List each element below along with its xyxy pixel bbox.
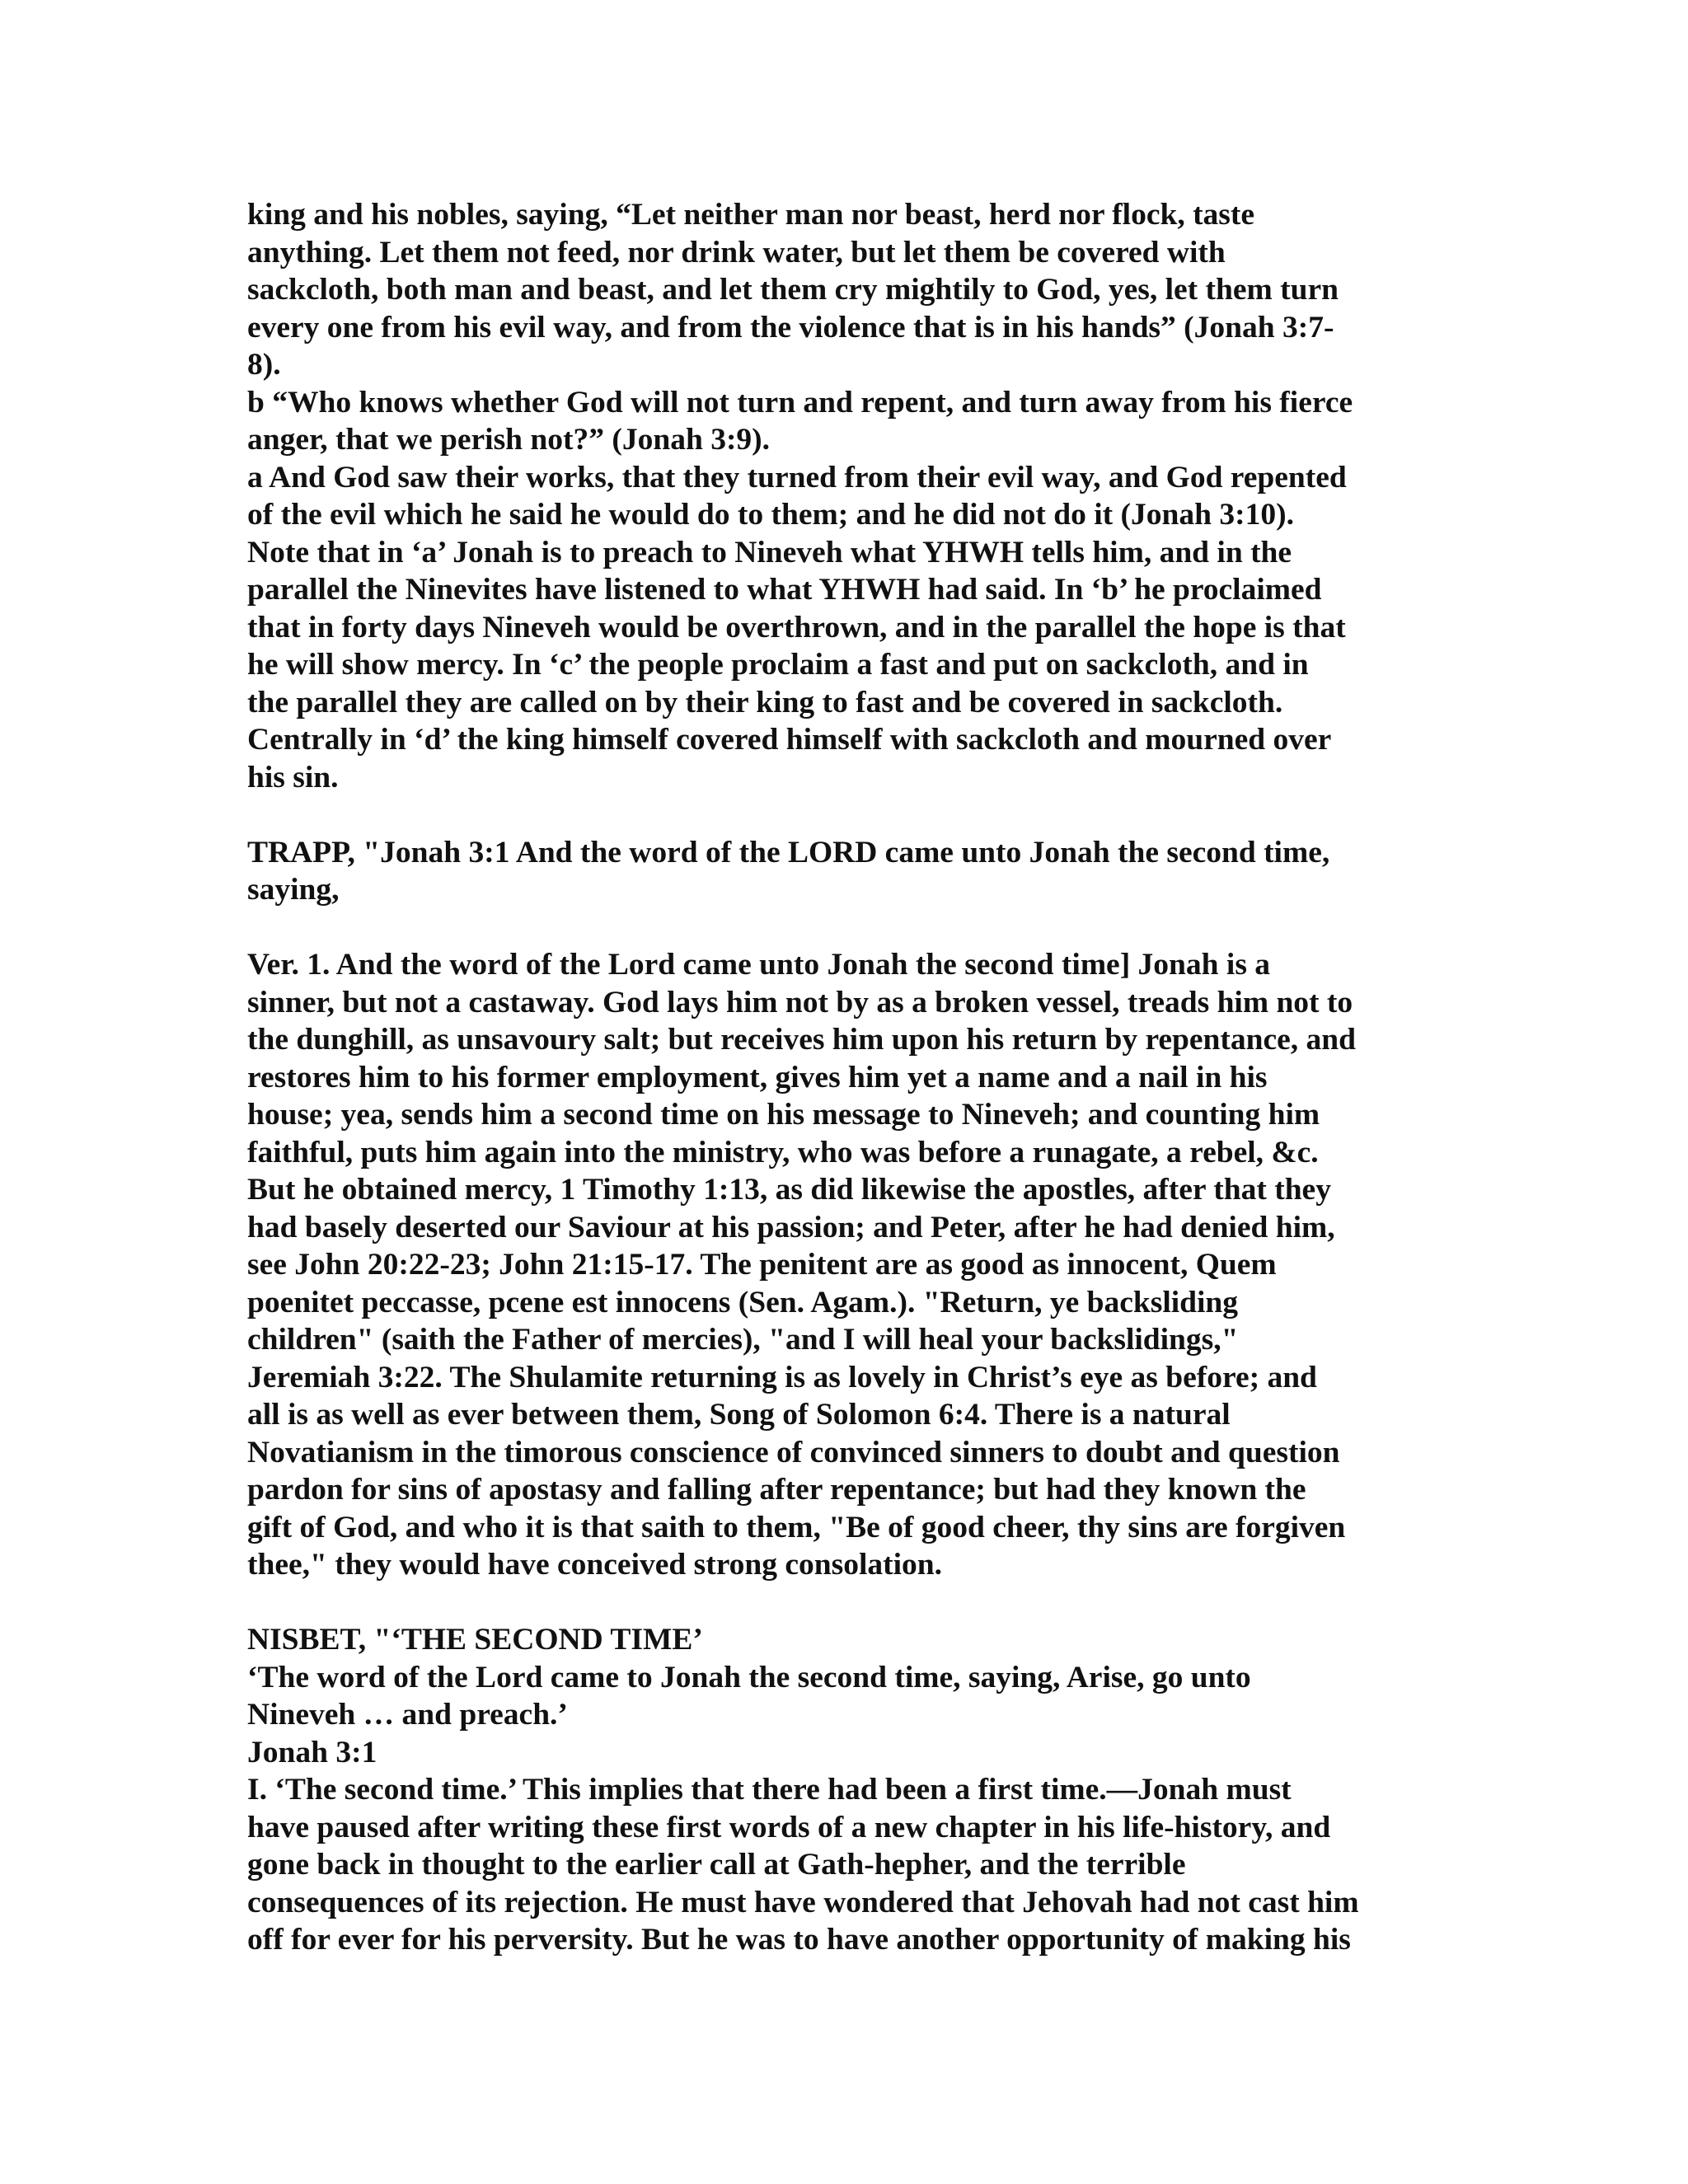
text-line: faithful, puts him again into the ministry, who was before a runagate, a rebel, &c. [247,1135,1319,1169]
text-line: a And God saw their works, that they turned from their evil way, and God repented [247,460,1347,494]
text-line: sackcloth, both man and beast, and let them cry mightily to God, yes, let them turn [247,273,1339,307]
text-line: consequences of its rejection. He must have wondered that Jehovah had not cast him [247,1885,1359,1919]
text-line: parallel the Ninevites have listened to what YHWH had said. In ‘b’ he proclaimed [247,573,1322,607]
text-line: he will show mercy. In ‘c’ the people proclaim a fast and put on sackcloth, and in [247,648,1309,682]
blank-line [247,796,1459,834]
text-line: Ver. 1. And the word of the Lord came unto Jonah the second time] Jonah is a [247,948,1271,982]
text-line: Novatianism in the timorous conscience of convinced sinners to doubt and question [247,1435,1340,1469]
text-line: anger, that we perish not?” (Jonah 3:9). [247,423,771,457]
text-line: Jeremiah 3:22. The Shulamite returning is as lovely in Christ’s eye as before; and [247,1360,1317,1394]
text-line: the parallel they are called on by their king to fast and be covered in sackcloth. [247,685,1283,719]
text-line: I. ‘The second time.’ This implies that there had been a first time.—Jonah must [247,1773,1292,1807]
text-line: gift of God, and who it is that saith to them, "Be of good cheer, thy sins are forgiven [247,1510,1346,1544]
blank-line [247,1584,1459,1622]
text-line: anything. Let them not feed, nor drink water, but let them be covered with [247,235,1226,269]
text-line: restores him to his former employment, gives him yet a name and a nail in his [247,1060,1268,1094]
text-line: 8). [247,348,281,382]
text-line: saying, [247,873,340,907]
text-line: sinner, but not a castaway. God lays him not by as a broken vessel, treads him not to [247,985,1353,1019]
scripture-reference: Jonah 3:1 [247,1735,377,1769]
text-line: his sin. [247,760,339,794]
text-line: off for ever for his perversity. But he was to have another opportunity of making his [247,1923,1351,1957]
text-line: Nineveh … and preach.’ [247,1698,568,1732]
text-line: king and his nobles, saying, “Let neither man nor beast, herd nor flock, taste [247,198,1255,232]
text-line: Centrally in ‘d’ the king himself covered himself with sackcloth and mourned over [247,723,1332,757]
text-line: have paused after writing these first words of a new chapter in his life-history, and [247,1810,1331,1844]
text-line: poenitet peccasse, pcene est innocens (Sen. Agam.). "Return, ye backsliding [247,1285,1239,1319]
text-line: see John 20:22-23; John 21:15-17. The penitent are as good as innocent, Quem [247,1248,1277,1282]
text-line: pardon for sins of apostasy and falling after repentance; but had they known the [247,1473,1306,1507]
document-page [247,196,1459,1959]
blank-line [247,909,1459,947]
text-line: Note that in ‘a’ Jonah is to preach to Nineveh what YHWH tells him, and in the [247,535,1292,569]
text-line: every one from his evil way, and from the violence that is in his hands” (Jonah 3:7- [247,310,1334,344]
text-line: all is as well as ever between them, Song of Solomon 6:4. There is a natural [247,1398,1231,1432]
text-line: children" (saith the Father of mercies), "and I will heal your backslidings," [247,1323,1239,1357]
text-line: the dunghill, as unsavoury salt; but receives him upon his return by repentance, and [247,1023,1357,1057]
text-line: gone back in thought to the earlier call at Gath-hepher, and the terrible [247,1848,1186,1882]
section-heading-trapp: TRAPP, "Jonah 3:1 And the word of the LORD came unto Jonah the second time, [247,835,1330,869]
text-line: house; yea, sends him a second time on his message to Nineveh; and counting him [247,1098,1320,1132]
text-line: ‘The word of the Lord came to Jonah the second time, saying, Arise, go unto [247,1660,1251,1694]
section-heading-nisbet: NISBET, "‘THE SECOND TIME’ [247,1623,703,1657]
text-line: that in forty days Nineveh would be overthrown, and in the parallel the hope is that [247,610,1346,644]
text-line: b “Who knows whether God will not turn and repent, and turn away from his fierce [247,385,1353,419]
text-line: But he obtained mercy, 1 Timothy 1:13, as did likewise the apostles, after that they [247,1173,1331,1207]
text-line: of the evil which he said he would do to them; and he did not do it (Jonah 3:10). [247,498,1294,532]
text-line: had basely deserted our Saviour at his passion; and Peter, after he had denied him, [247,1210,1335,1244]
text-line: thee," they would have conceived strong consolation. [247,1548,943,1582]
